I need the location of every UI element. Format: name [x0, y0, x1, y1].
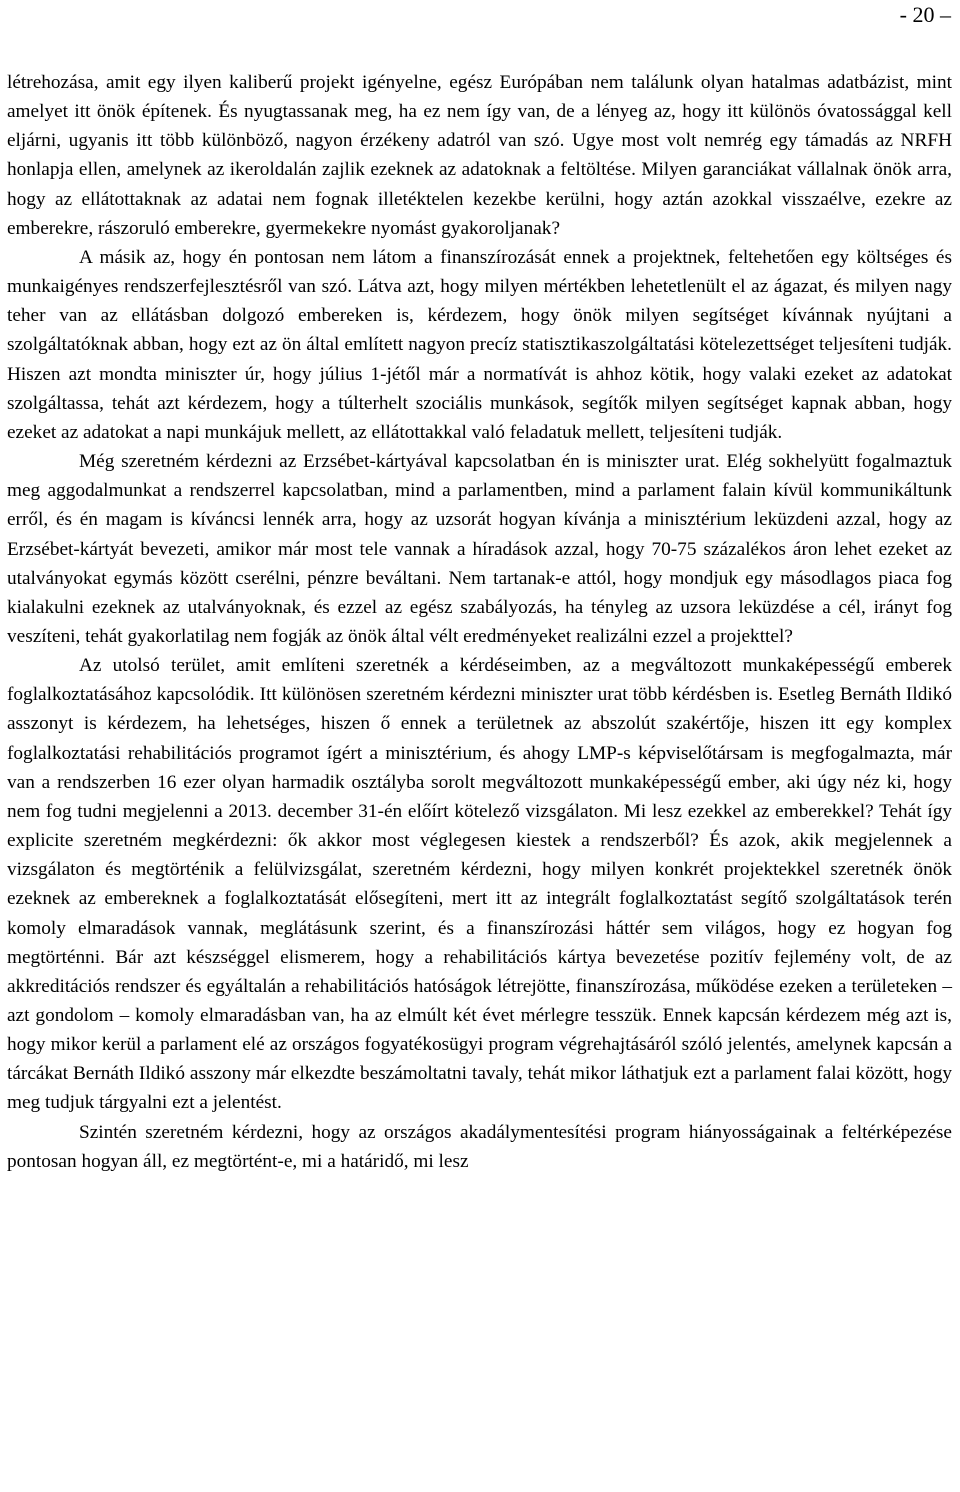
paragraph-4: Az utolsó terület, amit említeni szeretnék a kérdéseimben, az a megváltozott munkaképességű emberek foglalkoztatásához kapcsolódik. Itt különösen szeretném kérdezni miniszter urat több kérdésben is. Esetleg Bernáth Ildikó asszonyt is kérdezem, ha lehetséges, hiszen ő ennek a területnek az abszolút szakértője, hiszen itt egy komplex foglalkoztatási rehabilitációs programot ígért a minisztérium, és ahogy LMP-s képviselőtársam is megfogalmazta, már van a rendszerben 16 ezer olyan harmadik osztályba sorolt megváltozott munkaképességű ember, aki úgy néz ki, hogy nem fog tudni megjelenni a 2013. december 31-én előírt kötelező vizsgálaton. Mi lesz ezekkel az emberekkel? Tehát így explicite szeretném megkérdezni: ők akkor most véglegesen kiestek a rendszerből? És azok, akik megjelennek a vizsgálaton és megtörténik a felülvizsgálat, szeretném kérdezni, hogy milyen konkrét projektekkel szeretnék önök ezeknek az embereknek a foglalkoztatását elősegíteni, mert itt az integrált foglalkoztatást segítő szolgáltatások terén komoly elmaradások vannak, meglátásunk szerint, és a finanszírozási háttér sem világos, hogy ez hogyan fog megtörténni. Bár azt készséggel elismerem, hogy a rehabilitációs kártya bevezetése pozitív fejlemény volt, de az akkreditációs rendszer és egyáltalán a rehabilitációs hatóságok létrejötte, finanszírozása, működése ezeken a területeken – azt gondolom – komoly elmaradásban van, ha az elmúlt két évet mérlegre tesszük. Ennek kapcsán kérdezem még azt is, hogy mikor kerül a parlament elé az országos fogyatékosügyi program végrehajtásáról szóló jelentés, amelynek kapcsán a tárcákat Bernáth Ildikó asszony már elkezdte beszámoltatni tavaly, tehát mikor láthatjuk ezt a parlament falai között, hogy meg tudjuk tárgyalni ezt a jelentést.	[7, 655, 952, 1114]
paragraph-1: létrehozása, amit egy ilyen kaliberű projekt igényelne, egész Európában nem találunk olyan hatalmas adatbázist, mint amelyet itt önök építenek. És nyugtassanak meg, ha ez nem így van, de a lényeg az, hogy itt különös óvatossággal kell eljárni, ugyanis itt több különböző, nagyon érzékeny adatról van szó. Ugye most volt nemrég egy támadás az NRFH honlapja ellen, amelynek az ikeroldalán zajlik ezeknek az adatoknak a feltöltése. Milyen garanciákat vállalnak önök arra, hogy az ellátottaknak az adatai nem fognak illetéktelen kezekbe kerülni, hogy aztán azokkal visszaélve, ezekre az emberekre, rászoruló emberekre, gyermekekre nyomást gyakoroljanak?	[7, 72, 952, 239]
paragraph-5: Szintén szeretném kérdezni, hogy az országos akadálymentesítési program hiányosságainak a feltérképezése pontosan hogyan áll, ez megtörtént-e, mi a határidő, mi lesz	[7, 1121, 952, 1172]
paragraph-3: Még szeretném kérdezni az Erzsébet-kártyával kapcsolatban én is miniszter urat. Elég sokhelyütt fogalmaztuk meg aggodalmunkat a rendszerrel kapcsolatban, mind a parlamentben, mind a parlament falain kívül kommunikáltunk erről, és én magam is kíváncsi lennék arra, hogy az uzsorát hogyan kívánja a minisztérium leküzdeni azzal, hogy az Erzsébet-kártyát bevezeti, amikor már most tele vannak a híradások azzal, hogy 70-75 százalékos áron lehet ezeket az utalványokat egymás között cserélni, pénzre beváltani. Nem tartanak-e attól, hogy mondjuk egy másodlagos piaca fog kialakulni ezeknek az utalványoknak, és ezzel az egész szabályozás, ha tényleg az uzsora leküzdése a cél, irányt fog veszíteni, tehát gyakorlatilag nem fogják az önök által vélt eredményeket realizálni ezzel a projekttel?	[7, 451, 952, 647]
paragraph-2: A másik az, hogy én pontosan nem látom a finanszírozását ennek a projektnek, feltehetően egy költséges és munkaigényes rendszerfejlesztésről van szó. Látva azt, hogy milyen mértékben lehetetlenült el az ágazat, és milyen nagy teher van az ellátásban dolgozó embereken is, kérdezem, hogy önök milyen segítséget kívánnak nyújtani a szolgáltatóknak abban, hogy ezt az ön által említett nagyon precíz statisztikaszolgáltatási kötelezettséget teljesíteni tudják. Hiszen azt mondta miniszter úr, hogy július 1-jétől már a normatívát is ahhoz kötik, hogy valaki ezeket az adatokat szolgáltassa, tehát azt kérdezem, hogy a túlterhelt szociális munkások, segítők milyen segítséget kapnak abban, hogy ezeket az adatokat a napi munkájuk mellett, az ellátottakkal való feladatuk mellett, teljesíteni tudják.	[7, 246, 952, 443]
page-number: - 20 –	[899, 2, 951, 27]
document-body	[7, 68, 952, 1176]
